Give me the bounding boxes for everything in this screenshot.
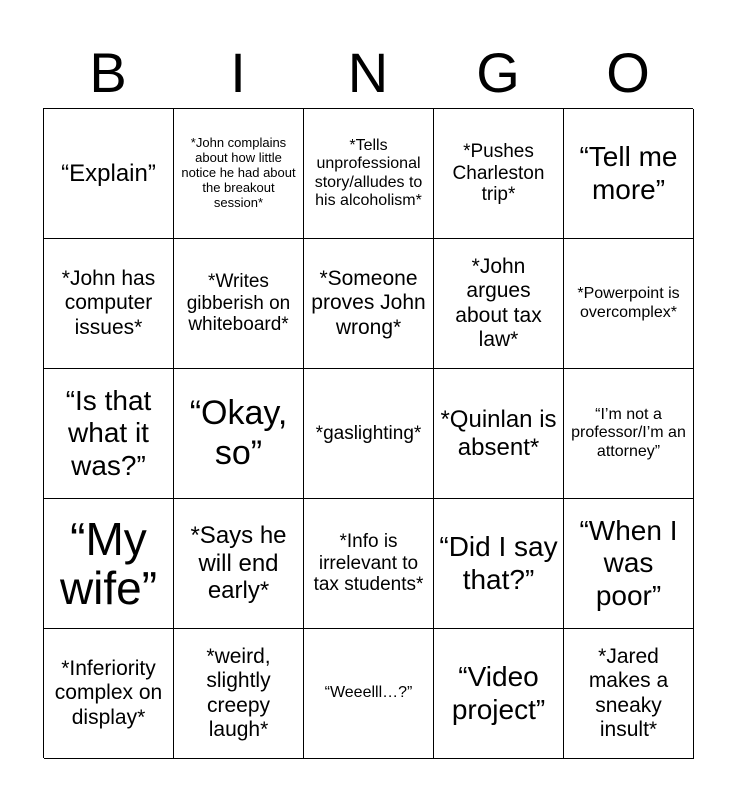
cell-text: “Explain” <box>61 159 156 187</box>
bingo-cell-r4c1[interactable] <box>44 499 174 629</box>
cell-text: *Pushes Charleston trip* <box>452 140 545 206</box>
cell-text: *John has computer issues* <box>61 267 156 339</box>
bingo-cell-r5c5[interactable] <box>564 629 694 759</box>
bingo-cell-r5c2[interactable] <box>174 629 304 759</box>
bingo-board <box>43 108 693 758</box>
bingo-cell-r4c5[interactable] <box>564 499 694 629</box>
bingo-cell-r5c3[interactable] <box>304 629 434 759</box>
bingo-cell-r3c3[interactable] <box>304 369 434 499</box>
bingo-cell-r2c2[interactable] <box>174 239 304 369</box>
header-letter-i: I <box>230 41 246 104</box>
bingo-cell-r1c2[interactable] <box>174 109 304 239</box>
cell-text: *John argues about tax law* <box>455 255 542 351</box>
bingo-cell-r3c5[interactable] <box>564 369 694 499</box>
bingo-cell-r1c3[interactable] <box>304 109 434 239</box>
cell-text: *Writes gibberish on whiteboard* <box>186 270 291 336</box>
bingo-cell-r4c2[interactable] <box>174 499 304 629</box>
cell-text: “Video project” <box>451 661 546 725</box>
cell-text: *Quinlan is absent* <box>440 405 557 461</box>
bingo-cell-r1c1[interactable] <box>44 109 174 239</box>
bingo-cell-r3c2[interactable] <box>174 369 304 499</box>
cell-text: “Weeelll…?” <box>324 684 413 702</box>
header-letter-g: G <box>476 41 520 104</box>
cell-text: *gaslighting* <box>315 422 422 444</box>
cell-text: “Tell me more” <box>579 141 678 205</box>
cell-text: *Inferiority complex on display* <box>54 657 163 729</box>
bingo-cell-r4c4[interactable] <box>434 499 564 629</box>
cell-text: *Powerpoint is overcomplex* <box>577 285 680 321</box>
header-letter-n: N <box>347 41 389 104</box>
header-letter-o: O <box>606 41 650 104</box>
cell-text: *Jared makes a sneaky insult* <box>588 645 669 741</box>
cell-text: *Someone proves John wrong* <box>311 267 426 339</box>
cell-text: “Okay, so” <box>189 394 288 472</box>
cell-text: “I’m not a professor/I’m an attorney” <box>571 405 686 460</box>
bingo-cell-r3c4[interactable] <box>434 369 564 499</box>
cell-text: *weird, slightly creepy laugh* <box>206 645 271 741</box>
bingo-header <box>43 40 693 106</box>
cell-text: “My wife” <box>59 513 158 614</box>
bingo-cell-r2c4[interactable] <box>434 239 564 369</box>
bingo-cell-r2c3[interactable] <box>304 239 434 369</box>
cell-text: *Tells unprofessional story/alludes to his alcoholism* <box>314 136 423 209</box>
bingo-cell-r4c3[interactable] <box>304 499 434 629</box>
header-letter-b: B <box>89 41 127 104</box>
bingo-cell-r5c4[interactable] <box>434 629 564 759</box>
cell-text: “Is that what it was?” <box>65 385 152 481</box>
bingo-cell-r2c1[interactable] <box>44 239 174 369</box>
bingo-cell-r5c1[interactable] <box>44 629 174 759</box>
bingo-cell-r1c5[interactable] <box>564 109 694 239</box>
cell-text: “Did I say that?” <box>439 531 558 595</box>
cell-text: “When I was poor” <box>579 515 678 611</box>
cell-text: *Says he will end early* <box>190 522 287 605</box>
cell-text: *John complains about how little notice he had about the breakout session* <box>181 135 296 210</box>
bingo-cell-r1c4[interactable] <box>434 109 564 239</box>
cell-text: *Info is irrelevant to tax students* <box>313 530 424 596</box>
bingo-cell-r2c5[interactable] <box>564 239 694 369</box>
bingo-cell-r3c1[interactable] <box>44 369 174 499</box>
